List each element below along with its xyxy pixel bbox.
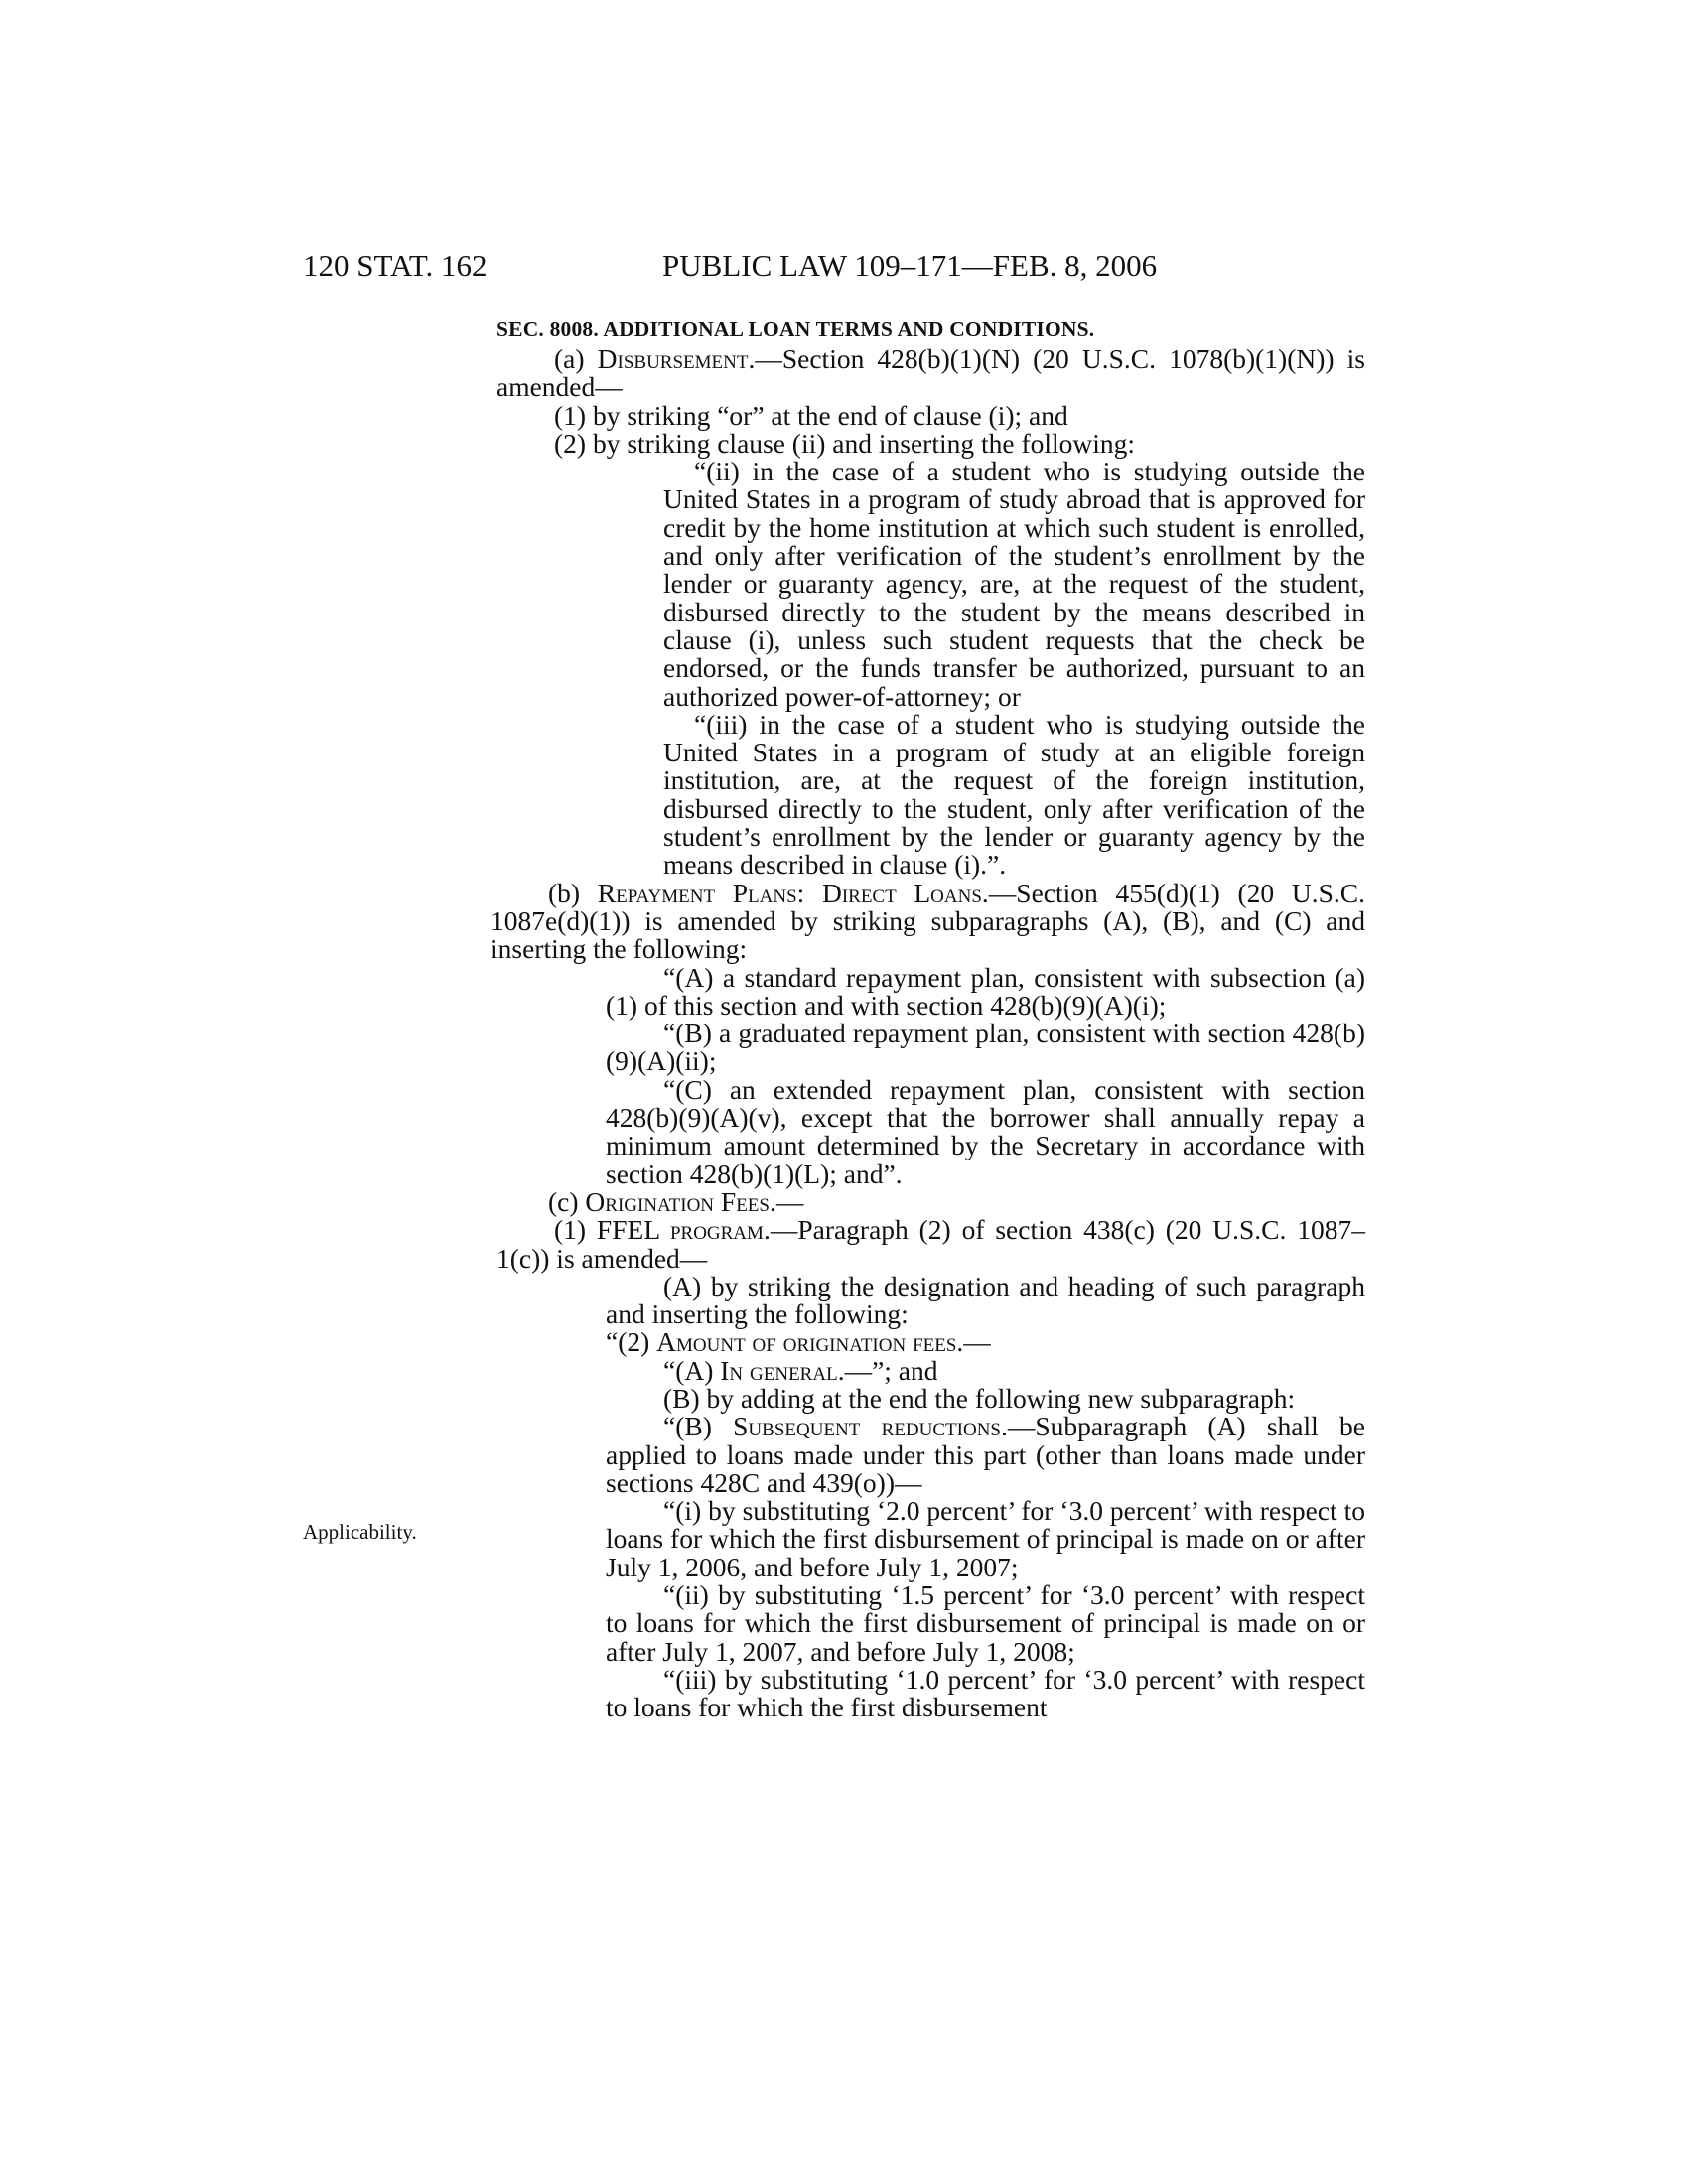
subsection-c-para-1-B: (B) by adding at the end the following new subparagraph: [663, 1382, 1296, 1414]
page-header [303, 248, 1365, 288]
subsection-c-para-1-B-quote: “(B) Subsequent reductions.—Subparagraph (A) shall be applied to loans made under this part (other than loans made under sections 428C and 439(o))— [606, 1411, 1365, 1498]
subsection-a-intro: (a) Disbursement.—Section 428(b)(1)(N) (20 U.S.C. 1078(b)(1)(N)) is amended— [496, 343, 1365, 403]
subsection-b-quote-C: “(C) an extended repayment plan, consistent with section 428(b)(9)(A)(v), except that the borrower shall annually repay a minimum amount determined by the Secretary in accordance with section 428(b)(1)(L); and”. [606, 1073, 1365, 1189]
subsection-a-para-2: (2) by striking clause (ii) and inserting the following: [554, 427, 1136, 459]
subsection-c-para-1-B-clause-i: “(i) by substituting ‘2.0 percent’ for ‘3.0 percent’ with respect to loans for which the first disbursement of principal is made on or after July 1, 2006, and before July 1, 2007; [606, 1495, 1365, 1582]
subsection-c-para-1-B-clause-iii: “(iii) by substituting ‘1.0 percent’ for ‘3.0 percent’ with respect to loans for which the first disbursement [606, 1663, 1365, 1723]
subsection-b-quote-A: “(A) a standard repayment plan, consistent with subsection (a)(1) of this section and with section 428(b)(9)(A)(i); [606, 961, 1365, 1021]
subsection-a-para-1: (1) by striking “or” at the end of clause (i); and [554, 399, 1068, 431]
section-heading: SEC. 8008. ADDITIONAL LOAN TERMS AND CONDITIONS. [496, 317, 1095, 341]
page-title: PUBLIC LAW 109–171—FEB. 8, 2006 [662, 248, 1158, 283]
subsection-c-para-1-A-quote-general: “(A) In general.—”; and [663, 1354, 938, 1386]
subsection-c-para-1-B-clause-ii: “(ii) by substituting ‘1.5 percent’ for ‘3.0 percent’ with respect to loans for which the first disbursement of principal is made on or after July 1, 2007, and before July 1, 2008; [606, 1579, 1365, 1667]
margin-note-applicability: Applicability. [303, 1520, 417, 1544]
subsection-c-para-1-A: (A) by striking the designation and heading of such paragraph and inserting the following: [606, 1270, 1365, 1330]
page-number: 120 STAT. 162 [303, 248, 488, 283]
subsection-c-para-1: (1) FFEL program.—Paragraph (2) of section 438(c) (20 U.S.C. 1087–1(c)) is amended— [496, 1214, 1365, 1274]
subsection-c-intro: (c) Origination Fees.— [548, 1185, 804, 1217]
subsection-b-quote-B: “(B) a graduated repayment plan, consistent with section 428(b)(9)(A)(ii); [606, 1018, 1365, 1077]
subsection-b-intro: (b) Repayment Plans: Direct Loans.—Section 455(d)(1) (20 U.S.C. 1087e(d)(1)) is amended by striking subparagraphs (A), (B), and (C) and inserting the following: [491, 877, 1365, 965]
subsection-a-quote-clause-iii: “(iii) in the case of a student who is studying outside the United States in a program of study at an eligible foreign institution, are, at the request of the foreign institution, disbursed directly to the student, only after verification of the student’s enrollment by the lender or guaranty agency by the means described in clause (i).”. [663, 708, 1365, 881]
subsection-c-para-1-A-quote-heading: “(2) Amount of origination fees.— [606, 1326, 991, 1358]
document-body [491, 316, 1365, 1723]
subsection-a-quote-clause-ii: “(ii) in the case of a student who is studying outside the United States in a program of study abroad that is approved for credit by the home institution at which such student is enrolled, and only after verification of the student’s enrollment by the lender or guaranty agency, are, at the request of the student, disbursed directly to the student by the means described in clause (i), unless such student requests that the check be endorsed, or the funds transfer be authorized, pursuant to an authorized power-of-attorney; or [663, 456, 1365, 712]
